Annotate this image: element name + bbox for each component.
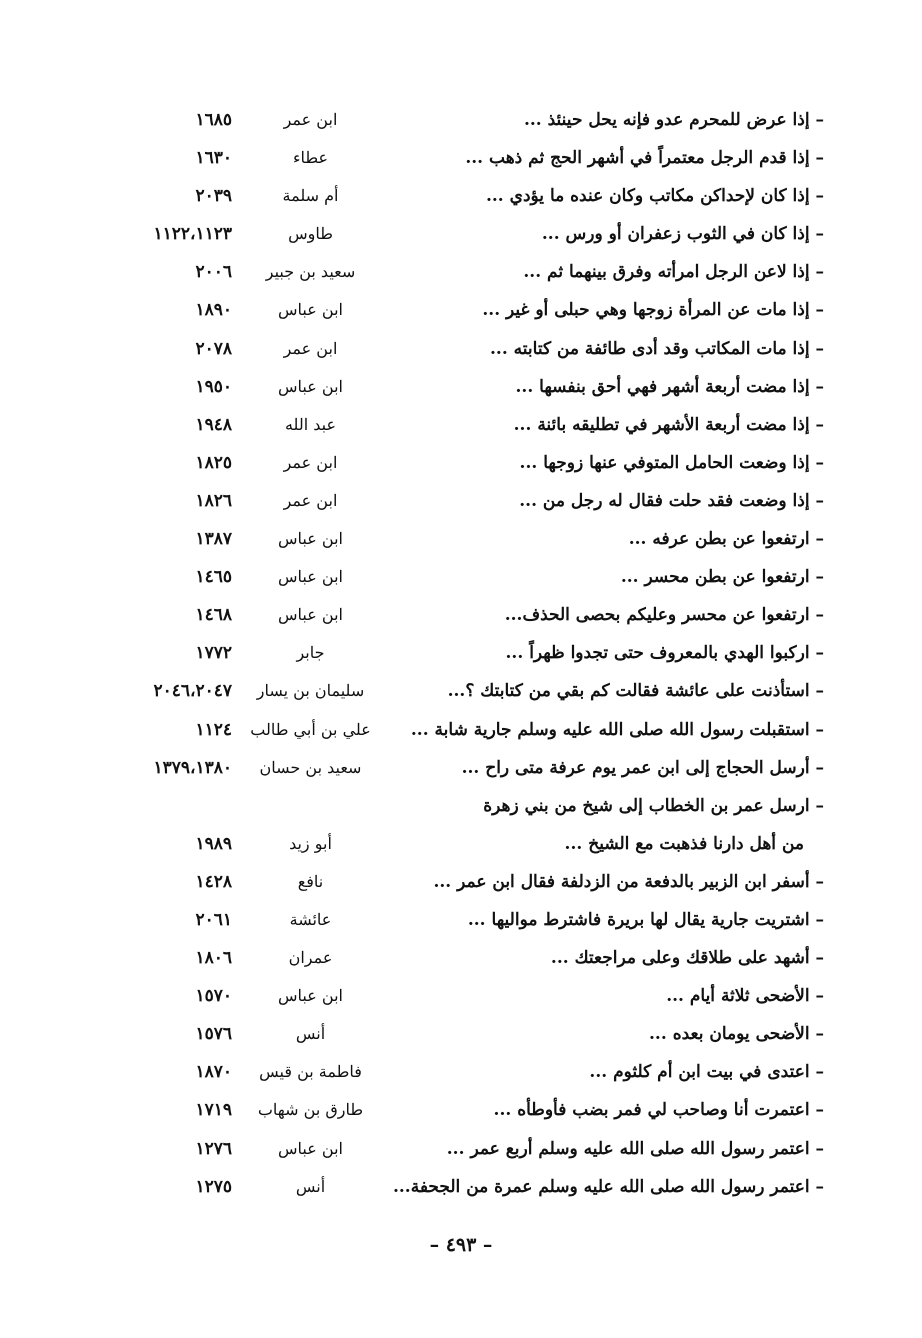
hadith-text: – إذا وضعت فقد حلت فقال له رجل من ... xyxy=(519,490,824,511)
index-row xyxy=(0,790,922,828)
narrator-name: ابن عمر xyxy=(283,338,338,358)
index-row xyxy=(0,1133,922,1171)
hadith-text: من أهل دارنا فذهبت مع الشيخ ... xyxy=(564,833,804,854)
hadith-text: – الأضحى يومان بعده ... xyxy=(649,1024,824,1045)
narrator-name: أنس xyxy=(295,1024,326,1044)
narrator-name: ابن عباس xyxy=(278,567,343,587)
hadith-number: ١٣٧٩،١٣٨٠ xyxy=(153,757,232,778)
hadith-number: ١١٢٢،١١٢٣ xyxy=(153,224,232,245)
hadith-number: ٢٠٧٨ xyxy=(195,338,232,359)
hadith-text: – ارتفعوا عن بطن محسر ... xyxy=(620,567,824,588)
hadith-number: ١٦٨٥ xyxy=(195,110,232,130)
narrator-name: أنس xyxy=(295,1176,326,1196)
narrator-name: أبو زيد xyxy=(289,833,332,853)
narrator-name: ابن عباس xyxy=(278,605,343,625)
narrator-name: ابن عباس xyxy=(278,300,343,320)
index-row xyxy=(0,1018,922,1056)
index-row xyxy=(0,1056,922,1094)
hadith-number: ١٦٣٠ xyxy=(195,148,232,169)
index-row xyxy=(0,942,922,980)
narrator-name: ابن عباس xyxy=(278,986,343,1006)
hadith-text: – إذا قدم الرجل معتمراً في أشهر الحج ثم ذهب ... xyxy=(465,148,824,169)
hadith-text: – إذا مضت أربعة الأشهر في تطليقه بائنة ... xyxy=(513,414,824,435)
hadith-number: ١٣٨٧ xyxy=(195,529,232,550)
hadith-text: – إذا مات المكاتب وقد أدى طائفة من كتابته ... xyxy=(490,338,824,359)
narrator-name: ابن عمر xyxy=(283,490,338,510)
hadith-text: – إذا وضعت الحامل المتوفي عنها زوجها ... xyxy=(519,452,824,473)
index-row xyxy=(0,485,922,523)
hadith-text: – ارتفعوا عن بطن عرفه ... xyxy=(628,529,824,550)
hadith-text: – إذا عرض للمحرم عدو فإنه يحل حينئذ ... xyxy=(523,110,824,130)
narrator-name: عبد الله xyxy=(284,414,337,434)
narrator-name: عائشة xyxy=(289,909,332,929)
hadith-number: ١٨٧٠ xyxy=(195,1062,232,1083)
hadith-text: – استأذنت على عائشة فقالت كم بقي من كتابتك ؟... xyxy=(447,681,824,702)
index-row xyxy=(0,980,922,1018)
hadith-number: ١٢٧٥ xyxy=(195,1176,232,1197)
hadith-number: ١٧٧٢ xyxy=(195,643,232,664)
hadith-number: ١٨٢٦ xyxy=(195,490,232,511)
index-row xyxy=(0,1094,922,1132)
hadith-text: – أسفر ابن الزبير بالدفعة من الزدلفة فقال ابن عمر ... xyxy=(433,871,824,892)
page-number: – ٤٩٣ – xyxy=(429,1234,493,1256)
index-row xyxy=(0,523,922,561)
hadith-number: ١٤٢٨ xyxy=(195,871,232,892)
hadith-text: – إذا كان في الثوب زعفران أو ورس ... xyxy=(541,224,824,245)
hadith-text: – الأضحى ثلاثة أيام ... xyxy=(666,986,824,1007)
index-row xyxy=(0,866,922,904)
hadith-number: ٢٠٤٦،٢٠٤٧ xyxy=(153,681,232,702)
narrator-name: نافع xyxy=(297,871,324,891)
narrator-name: جابر xyxy=(296,643,325,663)
hadith-number: ١٩٨٩ xyxy=(195,833,232,854)
narrator-name: ابن عمر xyxy=(283,110,338,129)
narrator-name: ابن عباس xyxy=(278,529,343,549)
narrator-name: علي بن أبي طالب xyxy=(250,719,371,739)
hadith-text: – ارسل عمر بن الخطاب إلى شيخ من بني زهرة xyxy=(483,795,824,816)
narrator-name: أم سلمة xyxy=(282,186,339,206)
index-row xyxy=(0,561,922,599)
hadith-text: – إذا مضت أربعة أشهر فهي أحق بنفسها ... xyxy=(515,376,824,397)
index-row xyxy=(0,637,922,675)
hadith-text: – اعتمر رسول الله صلى الله عليه وسلم عمرة من الجحفة... xyxy=(392,1176,824,1197)
hadith-text: – إذا كان لإحداكن مكاتب وكان عنده ما يؤدي ... xyxy=(485,186,824,207)
index-row xyxy=(0,294,922,332)
narrator-name: ابن عمر xyxy=(283,452,338,472)
index-row xyxy=(0,714,922,752)
hadith-text: – أشهد على طلاقك وعلى مراجعتك ... xyxy=(550,948,824,969)
hadith-text: – إذا لاعن الرجل امرأته وفرق بينهما ثم ... xyxy=(523,262,824,283)
narrator-name: طارق بن شهاب xyxy=(257,1100,364,1120)
hadith-number: ١٨٠٦ xyxy=(195,948,232,969)
hadith-number: ٢٠٣٩ xyxy=(195,186,232,207)
hadith-text: – اعتدى في بيت ابن أم كلثوم ... xyxy=(589,1062,824,1083)
index-row xyxy=(0,828,922,866)
hadith-number: ١٨٢٥ xyxy=(195,452,232,473)
index-row xyxy=(0,142,922,180)
index-row xyxy=(0,371,922,409)
narrator-name: طاوس xyxy=(288,224,333,244)
hadith-text: – اعتمر رسول الله صلى الله عليه وسلم أربع عمر ... xyxy=(446,1138,824,1159)
hadith-text: – إذا مات عن المرأة زوجها وهي حبلى أو غير ... xyxy=(482,300,824,321)
index-row xyxy=(0,904,922,942)
hadith-text: – اشتريت جارية يقال لها بريرة فاشترط مواليها ... xyxy=(467,909,824,930)
index-row xyxy=(0,409,922,447)
index-row xyxy=(0,447,922,485)
index-row xyxy=(0,104,922,142)
hadith-number: ١٩٥٠ xyxy=(195,376,232,397)
hadith-number: ١٨٩٠ xyxy=(195,300,232,321)
index-row xyxy=(0,180,922,218)
hadith-number: ١٢٧٦ xyxy=(195,1138,232,1159)
hadith-number: ١٧١٩ xyxy=(195,1100,232,1121)
narrator-name: سعيد بن جبير xyxy=(265,262,356,282)
index-row xyxy=(0,256,922,294)
index-row xyxy=(0,675,922,713)
hadith-number: ٢٠٦١ xyxy=(195,909,232,930)
index-row xyxy=(0,333,922,371)
hadith-number: ١٩٤٨ xyxy=(195,414,232,435)
hadith-text: – ارتفعوا عن محسر وعليكم بحصى الحذف... xyxy=(504,605,824,626)
narrator-name: عطاء xyxy=(292,148,329,168)
index-row xyxy=(0,599,922,637)
hadith-text: – أرسل الحجاج إلى ابن عمر يوم عرفة متى راح ... xyxy=(461,757,824,778)
hadith-number: ١٥٧٦ xyxy=(195,1024,232,1045)
narrator-name: فاطمة بن قيس xyxy=(259,1062,362,1082)
narrator-name: سليمان بن يسار xyxy=(256,681,365,701)
hadith-number: ٢٠٠٦ xyxy=(195,262,232,283)
hadith-text: – استقبلت رسول الله صلى الله عليه وسلم جارية شابة ... xyxy=(410,719,824,740)
index-row xyxy=(0,218,922,256)
narrator-name: ابن عباس xyxy=(278,376,343,396)
hadith-index-list xyxy=(0,104,922,1209)
hadith-number: ١٤٦٥ xyxy=(195,567,232,588)
narrator-name: عمران xyxy=(288,948,333,968)
hadith-number: ١١٢٤ xyxy=(195,719,232,740)
narrator-name: سعيد بن حسان xyxy=(259,757,362,777)
index-row xyxy=(0,752,922,790)
index-row xyxy=(0,1171,922,1209)
narrator-name: ابن عباس xyxy=(278,1138,343,1158)
hadith-text: – اعتمرت أنا وصاحب لي فمر بضب فأوطأه ... xyxy=(493,1100,824,1121)
hadith-text: – اركبوا الهدي بالمعروف حتى تجدوا ظهراً ... xyxy=(505,643,824,664)
hadith-number: ١٤٦٨ xyxy=(195,605,232,626)
hadith-number: ١٥٧٠ xyxy=(195,986,232,1007)
